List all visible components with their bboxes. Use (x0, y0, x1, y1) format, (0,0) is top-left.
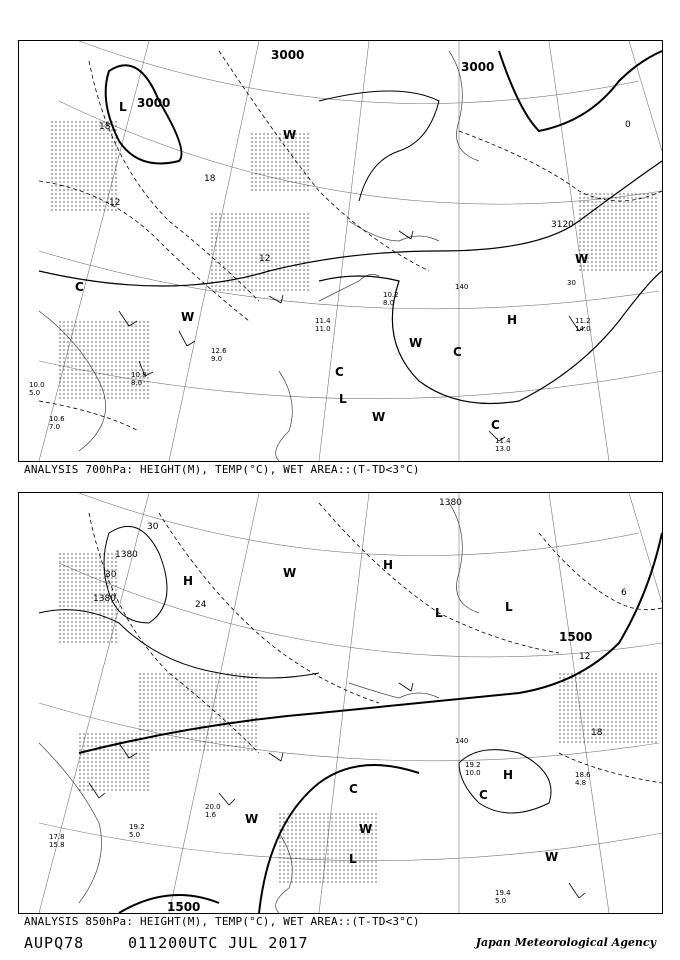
lon-label-700: 140 (455, 283, 469, 291)
valid-time: 011200UTC JUL 2017 (128, 934, 309, 952)
station-obs: 10.0 (465, 769, 481, 777)
station-obs: 14.0 (575, 325, 591, 333)
station-obs: 20.0 (205, 803, 221, 811)
cold-symbol-700-3: C (453, 345, 462, 359)
height-label-700-3: 3000 (461, 60, 495, 74)
station-obs: 11.4 (315, 317, 331, 325)
caption-700hpa: ANALYSIS 700hPa: HEIGHT(M), TEMP(°C), WET AREA::(T-TD<3°C) (24, 463, 420, 476)
station-obs: 19.4 (495, 889, 511, 897)
station-obs: 11.4 (495, 437, 511, 445)
station-obs: 15.8 (49, 841, 65, 849)
station-obs: 9.0 (211, 355, 223, 363)
height-label-850-1: 1380 (115, 550, 138, 560)
cold-symbol-700-4: C (491, 418, 500, 432)
station-obs: 11.0 (315, 325, 331, 333)
height-label-850-4: 1500 (559, 630, 593, 644)
station-obs: 11.2 (575, 317, 591, 325)
warm-symbol-700-5: W (283, 128, 297, 142)
station-obs: 8.0 (131, 379, 143, 387)
high-symbol-850-2: H (383, 558, 394, 572)
station-obs: 19.2 (465, 761, 481, 769)
caption-850hpa: ANALYSIS 850hPa: HEIGHT(M), TEMP(°C), WET AREA::(T-TD<3°C) (24, 915, 420, 928)
temp-label-700-2: 18 (204, 174, 216, 184)
temp-label-700-3: 12 (109, 198, 121, 208)
station-obs: 5.0 (129, 831, 141, 839)
warm-symbol-700-2: W (409, 336, 423, 350)
warm-symbol-700-4: W (575, 252, 589, 266)
temp-label-850-3: 24 (195, 600, 207, 610)
station-obs: 4.8 (575, 779, 587, 787)
height-label-850-5: 1500 (167, 900, 201, 913)
height-label-700-1: 3000 (271, 48, 305, 62)
station-obs: 7.0 (49, 423, 61, 431)
temp-label-850-5: 12 (579, 652, 591, 662)
cold-symbol-850-2: C (479, 788, 488, 802)
cold-symbol-700-2: C (335, 365, 344, 379)
cold-symbol-700-1: C (75, 280, 84, 294)
station-obs: 1.6 (205, 811, 217, 819)
station-obs: 18.6 (575, 771, 591, 779)
cold-symbol-850-1: C (349, 782, 358, 796)
temp-label-850-1: 30 (147, 522, 159, 532)
low-symbol-850-1: L (435, 606, 443, 620)
warm-symbol-850-4: W (545, 850, 559, 864)
warm-symbol-850-2: W (245, 812, 259, 826)
lat-label-700: 30 (567, 279, 576, 287)
temp-label-850-2: 30 (105, 570, 117, 580)
high-symbol-700: H (507, 313, 518, 327)
wet-area-700 (49, 121, 659, 401)
station-obs: 8.0 (383, 299, 395, 307)
warm-symbol-850-1: W (283, 566, 297, 580)
temp-label-700-4: 12 (259, 254, 271, 264)
map-700-svg (19, 41, 662, 461)
station-obs: 17.8 (49, 833, 65, 841)
station-obs: 12.6 (211, 347, 227, 355)
temp-label-700-5: 0 (625, 120, 631, 130)
height-label-700-4: 3120 (551, 220, 574, 230)
station-obs: 10.6 (49, 415, 65, 423)
station-obs: 10.8 (131, 371, 147, 379)
station-obs: 5.0 (29, 389, 41, 397)
station-obs: 19.2 (129, 823, 145, 831)
bulletin-code: AUPQ78 (24, 934, 85, 952)
temp-label-700-1: 18 (99, 122, 111, 132)
temp-label-850-4: 18 (591, 728, 603, 738)
height-label-850-3: 1380 (439, 498, 462, 508)
low-symbol-700-2: L (339, 392, 347, 406)
high-symbol-850-3: H (503, 768, 514, 782)
wind-barbs-700 (119, 231, 585, 441)
warm-symbol-850-3: W (359, 822, 373, 836)
height-label-850-2: 1380 (93, 594, 116, 604)
station-obs: 13.0 (495, 445, 511, 453)
temp-label-850-6: 6 (621, 588, 627, 598)
warm-symbol-700-3: W (372, 410, 386, 424)
analysis-850hpa-map (18, 492, 663, 914)
station-obs: 5.0 (495, 897, 507, 905)
low-symbol-850-2: L (505, 600, 513, 614)
station-obs: 10.2 (383, 291, 399, 299)
lon-label-850: 140 (455, 737, 469, 745)
low-symbol-700-1: L (119, 100, 127, 114)
height-label-700-2: 3000 (137, 96, 171, 110)
map-850-svg (19, 493, 662, 913)
station-obs: 10.0 (29, 381, 45, 389)
low-symbol-850-3: L (349, 852, 357, 866)
high-symbol-850-1: H (183, 574, 194, 588)
warm-symbol-700-1: W (181, 310, 195, 324)
analysis-700hpa-map (18, 40, 663, 462)
agency-name: Japan Meteorological Agency (475, 936, 656, 949)
